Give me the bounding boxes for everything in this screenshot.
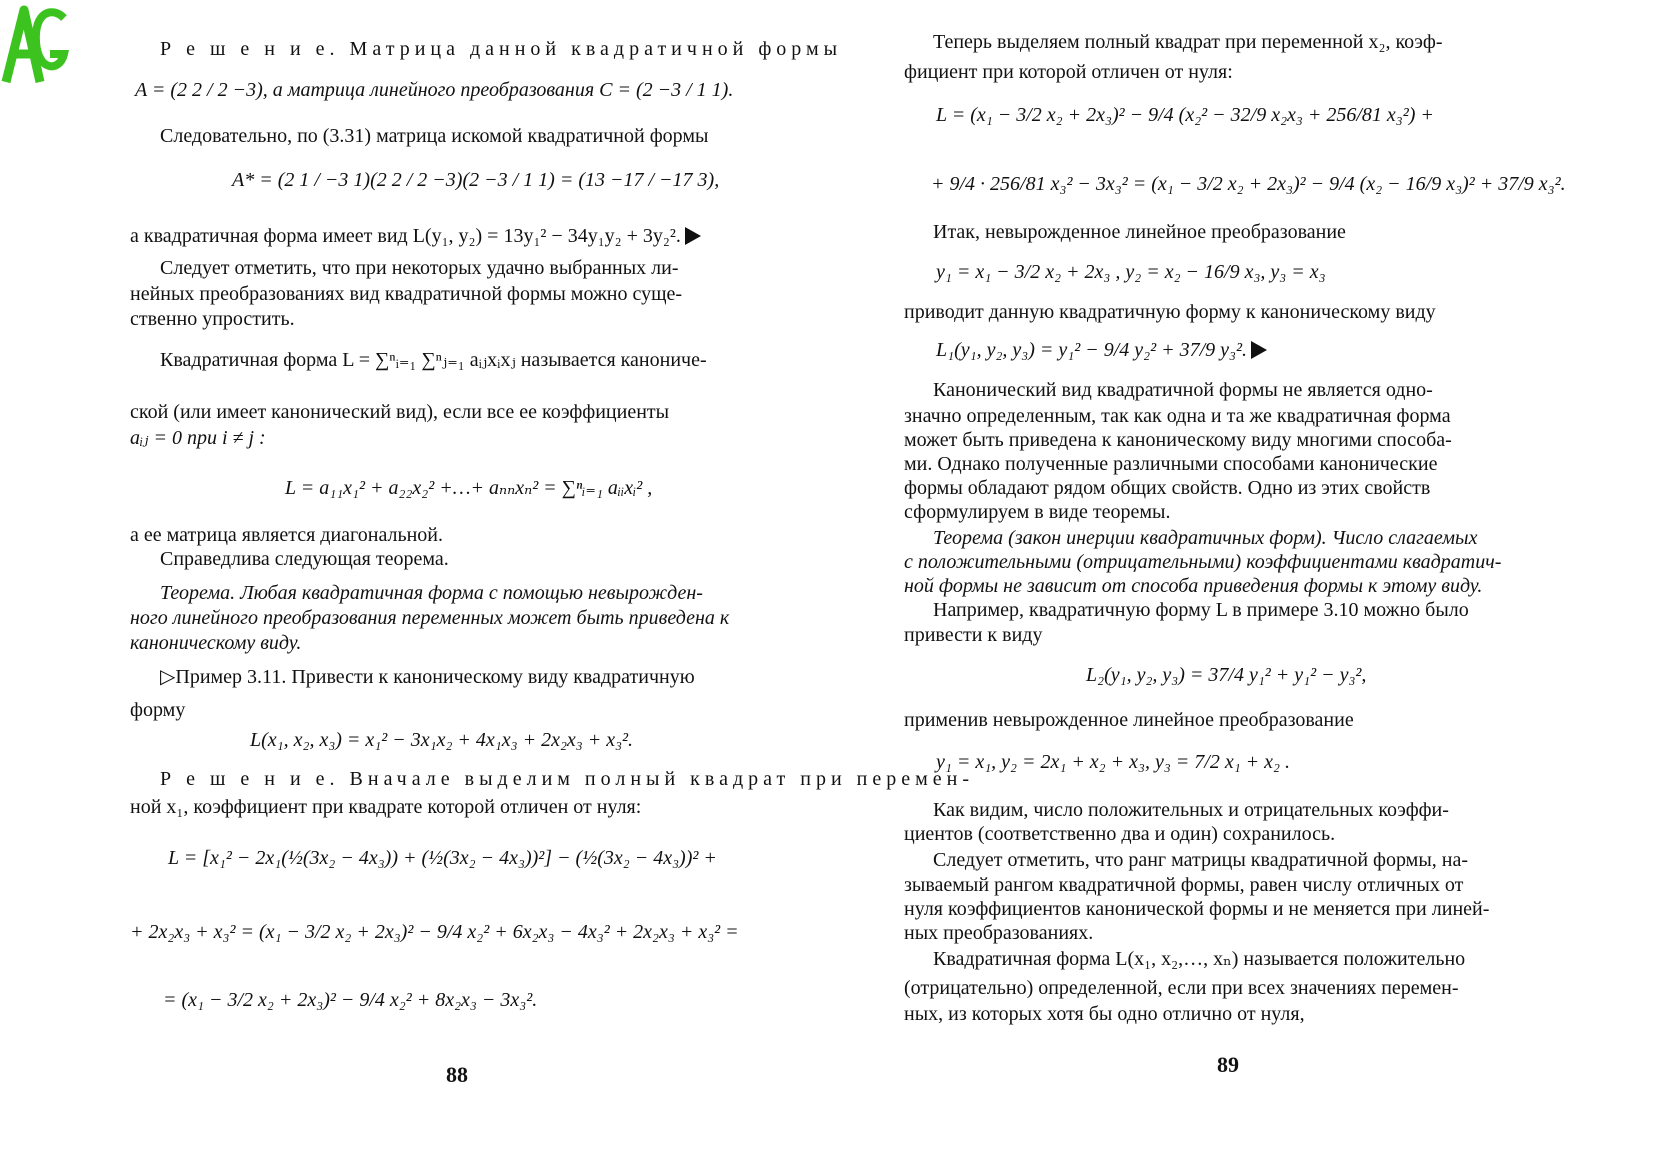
text-line: нуля коэффициентов канонической формы и не меняется при линей- bbox=[904, 898, 1490, 920]
formula-line: y₁ = x₁, y₂ = 2x₁ + x₂ + x₃, y₃ = 7/2 x₁ + x₂ . bbox=[936, 751, 1291, 773]
formula-line: L₂(y₁, y₂, y₃) = 37/4 y₁² + y₁² − y₃², bbox=[1086, 664, 1367, 686]
text-line: сформулируем в виде теоремы. bbox=[904, 501, 1171, 523]
page-right bbox=[831, 0, 1662, 1161]
text-line: Следует отметить, что ранг матрицы квадратичной формы, на- bbox=[933, 849, 1469, 871]
formula-line: aᵢⱼ = 0 при i ≠ j : bbox=[130, 427, 266, 449]
text-line: Квадратичная форма L(x₁, x₂,…, xₙ) называется положительно bbox=[933, 948, 1466, 970]
text-line: Итак, невырожденное линейное преобразование bbox=[933, 221, 1346, 243]
formula-line: L = (x₁ − 3/2 x₂ + 2x₃)² − 9/4 (x₂² − 32/9 x₂x₃ + 256/81 x₃²) + bbox=[936, 104, 1434, 126]
end-of-solution-marker bbox=[1251, 341, 1267, 359]
example-heading: ▷Пример 3.11. Привести к каноническому виду квадратичную bbox=[160, 666, 695, 688]
text-line: Р е ш е н и е. Матрица данной квадратичной формы bbox=[160, 38, 843, 60]
text-line: зываемый рангом квадратичной формы, равен числу отличных от bbox=[904, 874, 1464, 896]
text-line: ных, из которых хотя бы одно отлично от нуля, bbox=[904, 1003, 1305, 1025]
text-line: циентов (соответственно два и один) сохранилось. bbox=[904, 823, 1336, 845]
theorem-line: ного линейного преобразования переменных может быть приведена к bbox=[130, 607, 730, 629]
page-number: 88 bbox=[446, 1062, 468, 1087]
text-line: Следует отметить, что при некоторых удачно выбранных ли- bbox=[160, 257, 679, 279]
formula-line: L₁(y₁, y₂, y₃) = y₁² − 9/4 y₂² + 37/9 y₃². bbox=[936, 338, 1267, 362]
text-line: нейных преобразованиях вид квадратичной формы можно суще- bbox=[130, 283, 683, 305]
text-line: ственно упростить. bbox=[130, 308, 295, 330]
text-line: Канонический вид квадратичной формы не является одно- bbox=[933, 379, 1433, 401]
text-line: а ее матрица является диагональной. bbox=[130, 524, 443, 546]
theorem-line: Теорема (закон инерции квадратичных форм). Число слагаемых bbox=[933, 527, 1478, 549]
end-of-solution-marker bbox=[685, 227, 701, 245]
text-line: приводит данную квадратичную форму к каноническому виду bbox=[904, 301, 1436, 323]
formula-line: A = (2 2 / 2 −3), а матрица линейного преобразования C = (2 −3 / 1 1). bbox=[135, 79, 734, 101]
text-line: Теперь выделяем полный квадрат при переменной x₂, коэф- bbox=[933, 31, 1443, 53]
text-line: значно определенным, так как одна и та же квадратичная форма bbox=[904, 405, 1451, 427]
text-line: (отрицательно) определенной, если при всех значениях перемен- bbox=[904, 977, 1459, 999]
page-number: 89 bbox=[1217, 1052, 1239, 1077]
theorem-line: Теорема. Любая квадратичная форма с помощью невырожден- bbox=[160, 582, 703, 604]
text-line: Справедлива следующая теорема. bbox=[160, 548, 449, 570]
formula-line: L = a₁₁x₁² + a₂₂x₂² +…+ aₙₙxₙ² = ∑ⁿᵢ₌₁ aᵢᵢxᵢ² , bbox=[285, 477, 653, 499]
formula-line: A* = (2 1 / −3 1)(2 2 / 2 −3)(2 −3 / 1 1) = (13 −17 / −17 3), bbox=[232, 169, 720, 191]
text-line: форму bbox=[130, 699, 186, 721]
text-line: фициент при которой отличен от нуля: bbox=[904, 61, 1233, 83]
formula-line: y₁ = x₁ − 3/2 x₂ + 2x₃ , y₂ = x₂ − 16/9 x₃, y₃ = x₃ bbox=[936, 261, 1326, 283]
text-line: Квадратичная форма L = ∑ⁿᵢ₌₁ ∑ⁿⱼ₌₁ aᵢⱼxᵢxⱼ называется канониче- bbox=[160, 349, 707, 371]
text-line: привести к виду bbox=[904, 624, 1043, 646]
text-line: Например, квадратичную форму L в примере 3.10 можно было bbox=[933, 599, 1469, 621]
text-line: ных преобразованиях. bbox=[904, 922, 1094, 944]
theorem-line: с положительными (отрицательными) коэффициентами квадратич- bbox=[904, 551, 1502, 573]
text-line: Как видим, число положительных и отрицательных коэффи- bbox=[933, 799, 1449, 821]
text-line: формы обладают рядом общих свойств. Одно из этих свойств bbox=[904, 477, 1431, 499]
formula-line: L = [x₁² − 2x₁(½(3x₂ − 4x₃)) + (½(3x₂ − 4x₃))²] − (½(3x₂ − 4x₃))² + bbox=[168, 847, 717, 869]
text-line: Следовательно, по (3.31) матрица искомой квадратичной формы bbox=[160, 125, 709, 147]
formula-line: + 2x₂x₃ + x₃² = (x₁ − 3/2 x₂ + 2x₃)² − 9/4 x₂² + 6x₂x₃ − 4x₃² + 2x₂x₃ + x₃² = bbox=[130, 921, 739, 943]
text-line: ной x₁, коэффициент при квадрате которой отличен от нуля: bbox=[130, 796, 642, 818]
formula-line: L(x₁, x₂, x₃) = x₁² − 3x₁x₂ + 4x₁x₃ + 2x₂x₃ + x₃². bbox=[250, 729, 634, 751]
text-line: ской (или имеет канонический вид), если все ее коэффициенты bbox=[130, 401, 670, 423]
text-line: а квадратичная форма имеет вид L(y₁, y₂) = 13y₁² − 34y₁y₂ + 3y₂². bbox=[130, 224, 701, 248]
theorem-line: ной формы не зависит от способа приведения формы к этому виду. bbox=[904, 575, 1483, 597]
formula-line: + 9/4 · 256/81 x₃² − 3x₃² = (x₁ − 3/2 x₂ + 2x₃)² − 9/4 (x₂ − 16/9 x₃)² + 37/9 x₃². bbox=[931, 173, 1566, 195]
theorem-line: каноническому виду. bbox=[130, 632, 302, 654]
text-line: может быть приведена к каноническому виду многими способа- bbox=[904, 429, 1452, 451]
text-line: ми. Однако полученные различными способами канонические bbox=[904, 453, 1438, 475]
text-line: Р е ш е н и е. Вначале выделим полный квадрат при перемен- bbox=[160, 768, 974, 790]
text-line: применив невырожденное линейное преобразование bbox=[904, 709, 1354, 731]
formula-line: = (x₁ − 3/2 x₂ + 2x₃)² − 9/4 x₂² + 8x₂x₃ − 3x₃². bbox=[163, 989, 538, 1011]
